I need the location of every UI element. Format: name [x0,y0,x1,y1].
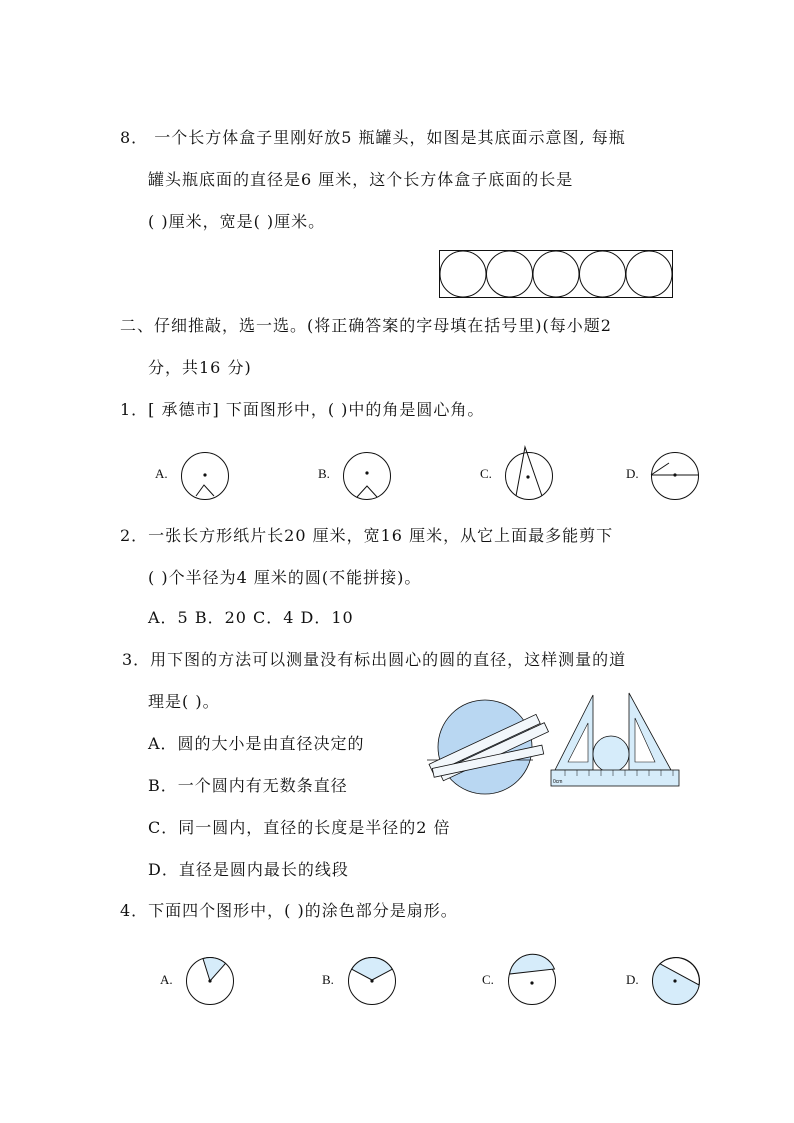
mc4-option-a-label: A. [160,972,173,987]
mc3-line1: 3．用下图的方法可以测量没有标出圆心的圆的直径，这样测量的道 [122,650,627,669]
mc3-option-b: B．一个圆内有无数条直径 [148,776,348,795]
ruler-unit-label: 0cm [553,779,563,785]
mc3-option-d: D．直径是圆内最长的线段 [148,860,349,879]
mc2-line2: ( )个半径为4 厘米的圆(不能拼接)。 [148,568,422,587]
section2-heading-line1: 二、仔细推敲，选一选。(将正确答案的字母填在括号里)(每小题2 [120,316,612,335]
mc4-option-c-label: C. [482,972,494,987]
mc1-option-b-figure [342,451,392,501]
mc4-option-b-figure [347,956,397,1006]
q8-line1: 8． 一个长方体盒子里刚好放5 瓶罐头，如图是其底面示意图, 每瓶 [120,128,626,147]
mc1-option-c-figure [504,451,554,501]
mc4-stem: 4．下面四个图形中，( )的涂色部分是扇形。 [120,901,458,920]
mc4-option-d-label: D. [626,972,639,987]
q8-line3: ( )厘米，宽是( )厘米。 [148,212,326,231]
mc1-option-d-label: D. [626,466,639,481]
mc1-option-d-figure [650,451,700,501]
mc1-option-a-figure [180,451,230,501]
box-diagram [439,250,673,298]
circle-with-rulers-figure [425,695,550,800]
mc4-option-c-figure [507,956,557,1006]
mc1-stem: 1．[ 承德市] 下面图形中，( )中的角是圆心角。 [120,400,485,419]
mc3-line2: 理是( )。 [148,692,220,711]
mc4-option-d-figure [651,956,701,1006]
mc3-option-a: A．圆的大小是由直径决定的 [148,734,365,753]
q8-line2: 罐头瓶底面的直径是6 厘米，这个长方体盒子底面的长是 [148,170,574,189]
mc4-option-b-label: B. [322,972,334,987]
mc1-option-c-label: C. [480,466,492,481]
mc4-option-a-figure [185,956,235,1006]
mc1-option-a-label: A. [155,466,168,481]
mc2-line1: 2．一张长方形纸片长20 厘米，宽16 厘米，从它上面最多能剪下 [120,526,614,545]
set-squares-ruler-figure [543,690,683,795]
section2-heading-line2: 分，共16 分) [148,358,252,377]
mc1-option-b-label: B. [318,466,330,481]
mc2-choices: A．5 B．20 C．4 D．10 [148,608,354,627]
mc3-option-c: C．同一圆内，直径的长度是半径的2 倍 [148,818,451,837]
